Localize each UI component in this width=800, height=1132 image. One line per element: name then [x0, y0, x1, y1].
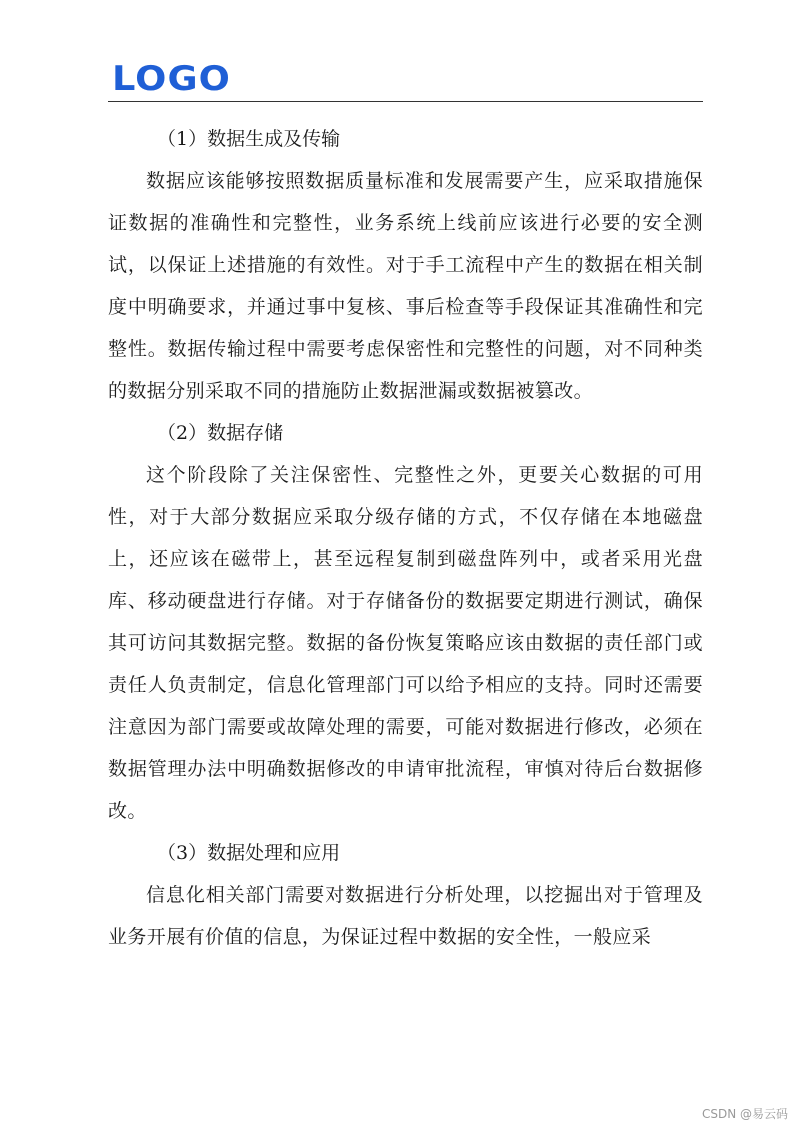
section-paragraph-1: 数据应该能够按照数据质量标准和发展需要产生，应采取措施保证数据的准确性和完整性，业务系统上线前应该进行必要的安全测试，以保证上述措施的有效性。对于手工流程中产生的数据在相关制度中明确要求，并通过事中复核、事后检查等手段保证其准确性和完整性。数据传输过程中需要考虑保密性和完整性的问题，对不同种类的数据分别采取不同的措施防止数据泄漏或数据被篡改。	[108, 170, 703, 402]
section-heading-1: （1）数据生成及传输	[157, 128, 341, 150]
section-heading-2: （2）数据存储	[157, 422, 284, 444]
section-heading-3: （3）数据处理和应用	[157, 842, 341, 864]
watermark: CSDN @易云码	[701, 1107, 788, 1121]
page-header	[108, 60, 703, 102]
section-paragraph-3: 信息化相关部门需要对数据进行分析处理，以挖掘出对于管理及业务开展有价值的信息，为保证过程中数据的安全性，一般应采	[108, 884, 703, 948]
logo: LOGO	[112, 59, 231, 99]
section-paragraph-2: 这个阶段除了关注保密性、完整性之外，更要关心数据的可用性，对于大部分数据应采取分级存储的方式，不仅存储在本地磁盘上，还应该在磁带上，甚至远程复制到磁盘阵列中，或者采用光盘库、移动硬盘进行存储。对于存储备份的数据要定期进行测试，确保其可访问其数据完整。数据的备份恢复策略应该由数据的责任部门或责任人负责制定，信息化管理部门可以给予相应的支持。同时还需要注意因为部门需要或故障处理的需要，可能对数据进行修改，必须在数据管理办法中明确数据修改的申请审批流程，审慎对待后台数据修改。	[108, 464, 703, 822]
document-body	[108, 118, 703, 958]
